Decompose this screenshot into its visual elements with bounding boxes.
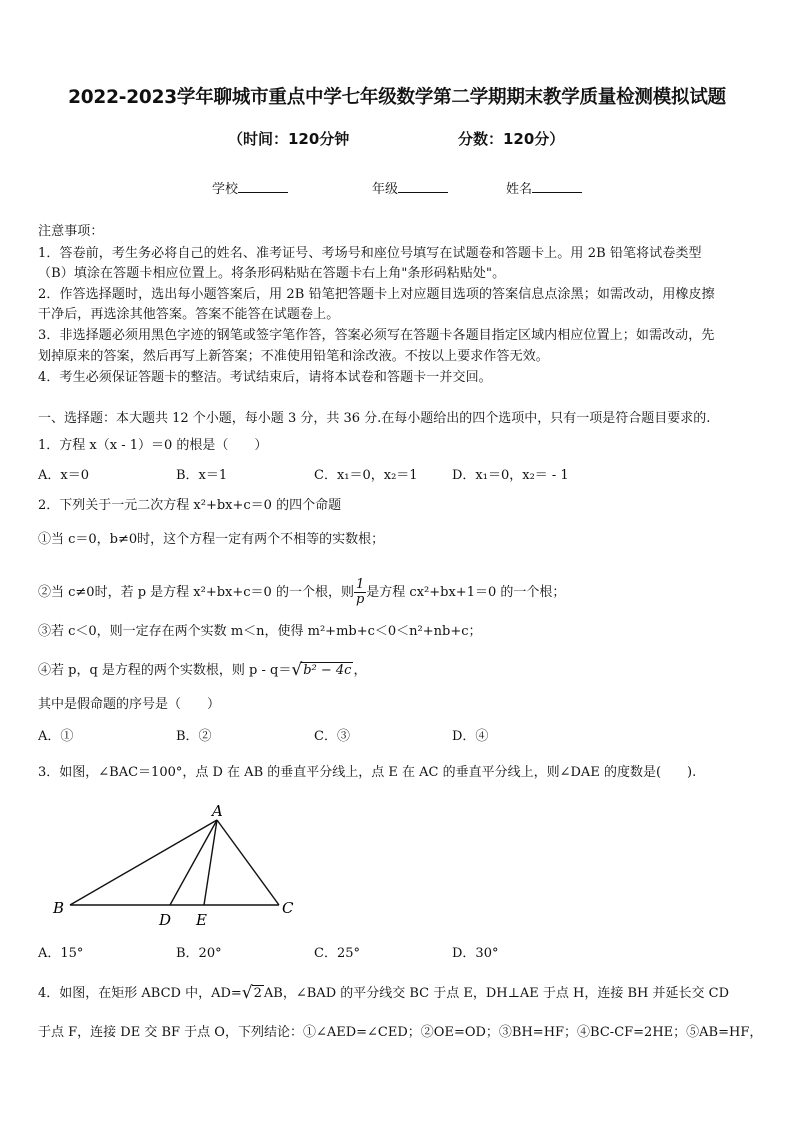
sqrt-radicand: 2 xyxy=(253,986,262,1001)
school-blank xyxy=(238,180,288,193)
q1-stem: 1．方程 x（x - 1）＝0 的根是（ ） xyxy=(38,438,268,453)
q1-option-d: D．x₁＝0，x₂＝ - 1 xyxy=(452,468,569,483)
label-a: A xyxy=(212,802,223,820)
school-field xyxy=(212,180,288,199)
q2-proposition-4 xyxy=(38,660,366,682)
q2-p4-text-b: ， xyxy=(353,663,367,678)
q2-p2-text-a: ②当 c≠0时，若 p 是方程 x²+bx+c＝0 的一个根，则 xyxy=(38,585,354,600)
notes-heading: 注意事项： xyxy=(38,224,104,239)
segment-ac xyxy=(217,820,279,905)
q2-p4-text-a: ④若 p，q 是方程的两个实数根，则 p - q＝ xyxy=(38,663,292,678)
q1-option-a: A．x＝0 xyxy=(38,468,89,483)
q2-stem: 2．下列关于一元二次方程 x²+bx+c＝0 的四个命题 xyxy=(38,498,342,513)
sqrt-symbol: √ xyxy=(241,983,253,1003)
q2-ask: 其中是假命题的序号是（ ） xyxy=(38,697,221,712)
note-line: 1．答卷前，考生务必将自己的姓名、准考证号、考场号和座位号填写在试题卷和答题卡上。用 2B 铅笔将试卷类型 xyxy=(38,246,702,261)
note-line: 4．考生必须保证答题卡的整洁。考试结束后，请将本试卷和答题卡一并交回。 xyxy=(38,370,492,385)
q3-option-c: C．25° xyxy=(314,946,360,961)
fraction-1-over-p xyxy=(354,578,366,607)
label-c: C xyxy=(282,899,294,917)
grade-field xyxy=(372,180,448,199)
q2-proposition-2 xyxy=(38,576,565,610)
note-line: 3．非选择题必须用黑色字迹的钢笔或签字笔作答，答案必须写在答题卡各题目指定区域内相应位置上；如需改动，先 xyxy=(38,328,715,343)
q2-option-d: D．④ xyxy=(452,729,489,744)
q2-proposition-3: ③若 c＜0，则一定存在两个实数 m＜n，使得 m²+mb+c＜0＜n²+nb+c； xyxy=(38,624,482,639)
note-line: 划掉原来的答案，然后再写上新答案；不准使用铅笔和涂改液。不按以上要求作答无效。 xyxy=(38,349,549,364)
grade-label: 年级 xyxy=(372,182,399,197)
name-field xyxy=(506,180,582,199)
school-label: 学校 xyxy=(212,182,239,197)
q1-option-b: B．x＝1 xyxy=(176,468,228,483)
q4-text-a: 4．如图，在矩形 ABCD 中，AD= xyxy=(38,986,242,1001)
exam-score: 分数：120分） xyxy=(458,130,565,148)
label-d: D xyxy=(159,911,172,929)
fraction-numerator: 1 xyxy=(354,578,366,593)
segment-ab xyxy=(70,820,217,905)
fraction-denominator: p xyxy=(355,592,365,607)
q4-line-2: 于点 F，连接 DE 交 BF 于点 O，下列结论：①∠AED=∠CED；②OE=OD；③BH=HF；④BC-CF=2HE；⑤AB=HF， xyxy=(38,1025,763,1040)
q3-option-a: A．15° xyxy=(38,946,84,961)
exam-time: （时间：120分钟 xyxy=(228,130,350,148)
sqrt-radicand: b² − 4c xyxy=(303,663,352,678)
q2-proposition-1: ①当 c＝0，b≠0时，这个方程一定有两个不相等的实数根； xyxy=(38,532,385,547)
note-line: 2．作答选择题时，选出每小题答案后，用 2B 铅笔把答题卡上对应题目选项的答案信息点涂黑；如需改动，用橡皮擦 xyxy=(38,287,715,302)
note-line: （B）填涂在答题卡相应位置上。将条形码粘贴在答题卡右上角"条形码粘贴处"。 xyxy=(38,266,506,281)
q3-option-b: B．20° xyxy=(176,946,222,961)
grade-blank xyxy=(398,180,448,193)
q4-line-1 xyxy=(38,983,729,1005)
q3-option-d: D．30° xyxy=(452,946,499,961)
q2-p2-text-b: 是方程 cx²+bx+1＝0 的一个根； xyxy=(366,585,566,600)
q2-option-b: B．② xyxy=(176,729,212,744)
label-e: E xyxy=(196,911,207,929)
section-heading: 一、选择题：本大题共 12 个小题，每小题 3 分，共 36 分.在每小题给出的四个选项中，只有一项是符合题目要求的. xyxy=(38,411,711,426)
q1-option-c: C．x₁＝0，x₂＝1 xyxy=(314,468,418,483)
q4-text-b: AB，∠BAD 的平分线交 BC 于点 E，DH⊥AE 于点 H，连接 BH 并延长交 CD xyxy=(263,986,730,1001)
q3-stem: 3．如图，∠BAC＝100°，点 D 在 AB 的垂直平分线上，点 E 在 AC 的垂直平分线上，则∠DAE 的度数是( ). xyxy=(38,765,697,780)
name-label: 姓名 xyxy=(506,182,533,197)
triangle-figure xyxy=(40,800,310,935)
q2-option-c: C．③ xyxy=(314,729,350,744)
note-line: 干净后，再选涂其他答案。答案不能答在试题卷上。 xyxy=(38,307,340,322)
exam-title: 2022-2023学年聊城市重点中学七年级数学第二学期期末教学质量检测模拟试题 xyxy=(68,87,726,108)
label-b: B xyxy=(53,899,65,917)
q2-option-a: A．① xyxy=(38,729,74,744)
sqrt-symbol: √ xyxy=(291,660,303,680)
name-blank xyxy=(532,180,582,193)
